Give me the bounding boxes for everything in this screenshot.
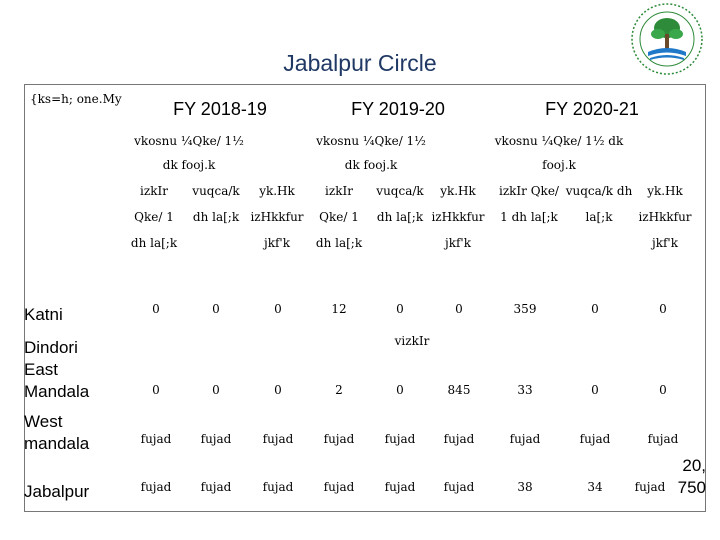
district-line: mandala (24, 434, 90, 453)
subheader-line: vuqca/k (192, 184, 240, 198)
subheader-agreements-y1 (184, 178, 248, 230)
subheader-received-forms-y2 (306, 178, 372, 256)
district-line: Mandala (24, 382, 90, 401)
table-cell: 2 (335, 383, 343, 397)
subheader-line: izHkkfur (250, 210, 304, 224)
table-cell: 0 (152, 383, 160, 397)
subheader-line: vuqca/k (376, 184, 424, 198)
subheader-benefit-amount-y3 (632, 178, 698, 256)
subheader-line: yk.Hk (647, 184, 683, 198)
district-dindori: Dindori (24, 338, 78, 357)
subheader-line: la[;k (585, 210, 613, 224)
table-cell: fujad (200, 432, 232, 446)
table-cell: fujad (443, 432, 475, 446)
subheader-line: jkf'k (263, 236, 290, 250)
year-header-2019-20: FY 2019-20 (351, 99, 445, 119)
table-cell: 0 (152, 302, 160, 316)
table-cell: 845 (447, 383, 471, 397)
table-cell: fujad (200, 480, 232, 494)
subheader-line: jkf'k (651, 236, 678, 250)
subheader-line: dh la[;k (376, 210, 424, 224)
table-cell: 34 (587, 480, 603, 494)
district-jabalpur: Jabalpur (24, 482, 90, 501)
subheader-agreements-y2 (368, 178, 432, 230)
table-cell: fujad (634, 480, 666, 494)
district-katni: Katni (24, 305, 63, 324)
table-cell: 0 (274, 383, 282, 397)
subheader-received-forms-y1 (122, 178, 186, 256)
table-cell: fujad (579, 432, 611, 446)
corner-note-line: 20, (682, 456, 706, 475)
year-header-2020-21: FY 2020-21 (545, 99, 639, 119)
subheader-line: yk.Hk (440, 184, 476, 198)
corner-note (640, 455, 706, 499)
subheader-benefit-amount-y1 (244, 178, 310, 256)
table-cell: fujad (509, 432, 541, 446)
table-cell: 359 (513, 302, 537, 316)
table-cell: fujad (262, 432, 294, 446)
table-cell: 12 (331, 302, 347, 316)
subheader-benefit-amount-y2 (424, 178, 492, 256)
group-header-line: dk fooj.k (344, 158, 398, 172)
subheader-line: izHkkfur (638, 210, 692, 224)
dindori-note: vizkIr (394, 334, 430, 348)
table-cell: 0 (212, 383, 220, 397)
table-cell: fujad (647, 432, 679, 446)
table-cell: 0 (659, 302, 667, 316)
table-cell: fujad (140, 432, 172, 446)
table-cell: fujad (443, 480, 475, 494)
page-title: Jabalpur Circle (283, 50, 437, 76)
group-header-line: vkosnu ¼Qke/ 1½ (316, 134, 426, 148)
subheader-line: vuqca/k dh (565, 184, 633, 198)
table-cell: fujad (384, 480, 416, 494)
subheader-line: izHkkfur (431, 210, 485, 224)
district-west-mandala (24, 411, 89, 455)
table-cell: 0 (591, 383, 599, 397)
table-cell: 0 (396, 302, 404, 316)
group-header-line: fooj.k (542, 158, 576, 172)
subheader-line: yk.Hk (259, 184, 295, 198)
district-line: West (24, 412, 63, 431)
table-cell: 0 (274, 302, 282, 316)
subheader-line: dh la[;k (130, 236, 178, 250)
district-east-mandala (24, 359, 89, 403)
subheader-line: 1 dh la[;k (500, 210, 558, 224)
table-cell: fujad (323, 480, 355, 494)
group-header-line: dk fooj.k (162, 158, 216, 172)
subheader-line: jkf'k (444, 236, 471, 250)
subheader-line: dh la[;k (315, 236, 363, 250)
subheader-line: izkIr (140, 184, 168, 198)
table-cell: fujad (140, 480, 172, 494)
table-cell: 0 (212, 302, 220, 316)
group-header-line: vkosnu ¼Qke/ 1½ (134, 134, 244, 148)
district-line: East (24, 360, 59, 379)
year-header-2018-19: FY 2018-19 (173, 99, 267, 119)
group-header-2020-21 (484, 129, 634, 177)
subheader-line: dh la[;k (192, 210, 240, 224)
table-cell: 0 (659, 383, 667, 397)
table-cell: fujad (384, 432, 416, 446)
header-label: {ks=h; one.My (30, 92, 122, 106)
table-cell: 38 (517, 480, 533, 494)
table-cell: fujad (262, 480, 294, 494)
subheader-line: izkIr (325, 184, 353, 198)
subheader-line: Qke/ 1 (319, 210, 359, 224)
group-header-2018-19 (118, 129, 260, 177)
table-cell: 0 (455, 302, 463, 316)
subheader-line: Qke/ 1 (134, 210, 174, 224)
table-cell: 0 (396, 383, 404, 397)
subheader-agreements-y3 (562, 178, 636, 230)
table-cell: fujad (323, 432, 355, 446)
table-cell: 33 (517, 383, 533, 397)
subheader-received-forms-y3 (490, 178, 568, 230)
table-cell: 0 (591, 302, 599, 316)
group-header-2019-20 (300, 129, 442, 177)
group-header-line: vkosnu ¼Qke/ 1½ dk (494, 134, 624, 148)
subheader-line: izkIr Qke/ (499, 184, 559, 198)
corner-note-line: 750 (677, 478, 706, 497)
